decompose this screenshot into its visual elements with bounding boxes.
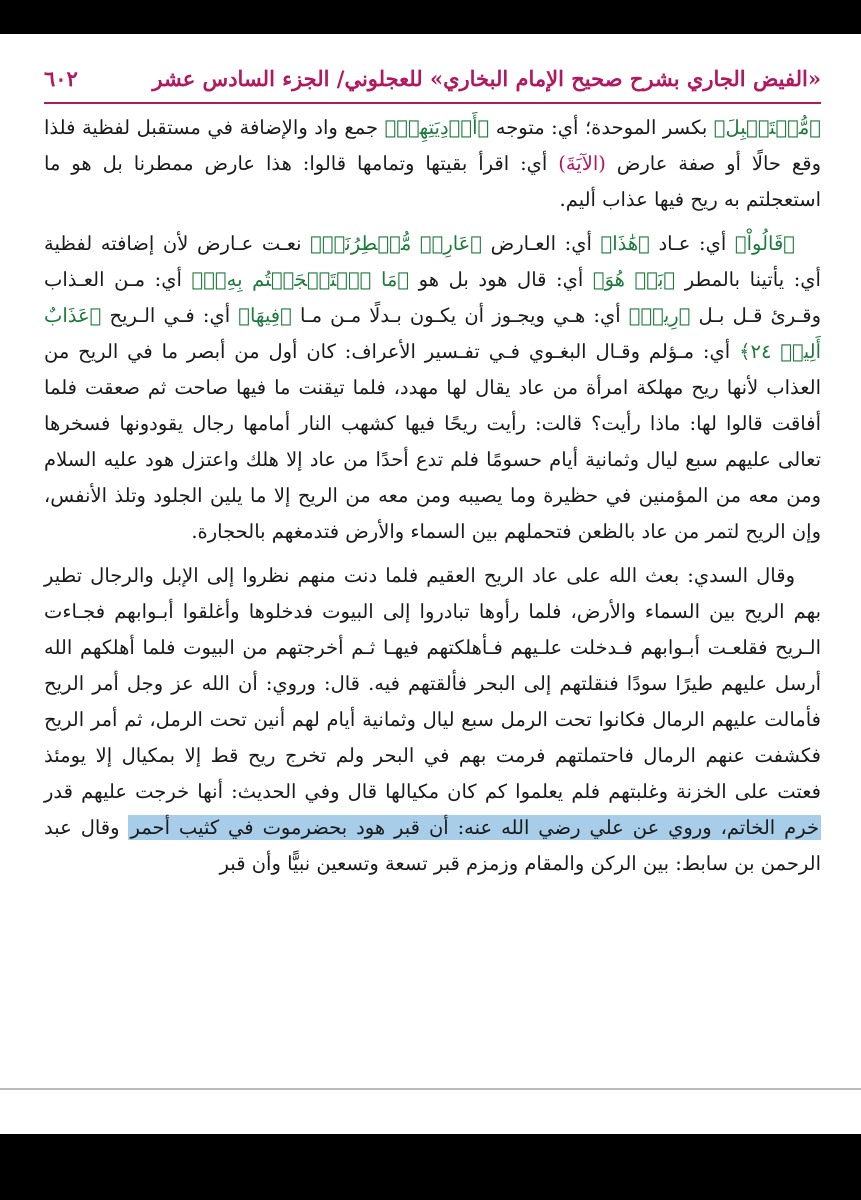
paragraph (44, 226, 821, 550)
header-divider (44, 102, 821, 104)
text-run: وقال عبد الرحمن بن سابط: بين الركن والمقام وزمزم قبر تسعة وتسعين نبيًّا وأن قبر (44, 816, 821, 875)
text-run: أي: فـي الـريح (101, 304, 239, 327)
paragraph (44, 110, 821, 218)
book-title: «الفيض الجاري بشرح صحيح الإمام البخاري» للعجلوني/ الجزء السادس عشر (152, 66, 821, 91)
quran-quote: ﴿عَارِضٞ مُّمۡطِرُنَاۚ﴾ (310, 232, 483, 255)
body-text (44, 110, 821, 890)
book-page (0, 34, 861, 1134)
page-number: ٦٠٢ (44, 66, 78, 91)
highlighted-sentence: خرم الخاتم، وروي عن علي رضي الله عنه: أن قبر هود بحضرموت في كثيب أحمر (130, 816, 820, 839)
text-run: نعـت عـارض لأن إضافته لفظية أي: يأتينا بالمطر (44, 232, 821, 291)
quran-quote: ﴿عَذَابٌ أَلِيمٞ ٢٤﴾ (44, 304, 821, 363)
quran-quote: ﴿مُّسۡتَقۡبِلَ﴾ (713, 116, 821, 139)
page-header (44, 60, 821, 100)
text-run: أي: مـن العـذاب وقـرئ قـل بـل (44, 268, 821, 327)
highlighted-term: (الآيَةَ) (558, 152, 606, 175)
text-run: جمع واد والإضافة في مستقبل لفظية فلذا وقع حالًا أو صفة عارض (44, 116, 821, 175)
text-run: أي: قال هود بل هو (409, 268, 593, 291)
quran-quote: ﴿مَا ٱسۡتَعۡجَلۡتُم بِهِۦۖ﴾ (191, 268, 410, 291)
page-bottom-edge (0, 1088, 861, 1090)
quran-quote: ﴿هَٰذَا﴾ (600, 232, 650, 255)
text-run: بكسر الموحدة؛ أي: متوجه (489, 116, 714, 139)
text-run: أي: اقرأ بقيتها وتمامها قالوا: هذا عارض ممطرنا بل هو ما استعجلتم به ريح فيها عذاب أليم. (44, 152, 821, 211)
text-run: أي: العـارض (482, 232, 601, 255)
text-run: أي: مـؤلم وقـال البغـوي فـي تفـسير الأعراف: كان أول من أبصر ما في الريح من العذاب لأنها ريح مهلكة امرأة من عاد يقال لها مهدد، فلما تيقنت ما فيها صاحت ثم صعقت فلما أفاقت قالوا لها: ماذا رأيت؟ قالت: رأيت ريحًا فيها كشهب النار أمامها رجال يقودونها فسخرها تعالى عليهم سبع ليال وثمانية أيام حسومًا فلم تدع أحدًا من عاد إلا هلك واعتزل هود عليه السلام ومن معه من المؤمنين في حظيرة وما يصيبه ومن معه من الريح إلا ما يلين الجلود وتلذ الأنفس، وإن الريح لتمر من عاد بالظعن فتحملهم بين السماء والأرض فتدمغهم بالحجارة. (44, 340, 821, 543)
quran-quote: ﴿أَوۡدِيَتِهِمۡ﴾ (384, 116, 490, 139)
quran-quote: ﴿فِيهَا﴾ (238, 304, 292, 327)
quran-quote: ﴿قَالُواْ﴾ (734, 232, 795, 255)
quran-quote: ﴿رِيحٞ﴾ (628, 304, 691, 327)
text-run: أي: عـاد (649, 232, 735, 255)
text-run: وقال السدي: بعث الله على عاد الريح العقيم فلما دنت منهم نظروا إلى الإبل والرجال تطير بهم الريح بين السماء والأرض، فلما رأوها تبادروا إلى البيوت فدخلوها وأغلقوا أبـوابهم فجـاءت الـريح فقلعـت أبـوابهم فـدخلت علـيهم فـأهلكتهم فيهـا ثـم أخرجتهم من البيوت فلما أهلكهم الله أرسل عليهم طيرًا سودًا فنقلتهم إلى البحر فألقتهم فيه. قال: وروي: أن الله عز وجل أمر الريح فأمالت عليهم الرمال فكانوا تحت الرمل سبع ليال وثمانية أيام لهم أنين تحت الرمل، ثم أمر الريح فكشفت عنهم الرمال فاحتملتهم فرمت بهم في البحر ولم تخرج ريح قط إلا بمكيال إلا يومئذ فعتت على الخزنة وغلبتهم فلم يعلموا كم كان مكيالها قال وفي الحديث: أنها خرجت عليهم قدر (44, 564, 821, 803)
paragraph (44, 558, 821, 882)
quran-quote: ﴿بَلۡ هُوَ﴾ (592, 268, 676, 291)
text-run: أي: هـي ويجـوز أن يكـون بـدلًا مـن مـا (291, 304, 629, 327)
